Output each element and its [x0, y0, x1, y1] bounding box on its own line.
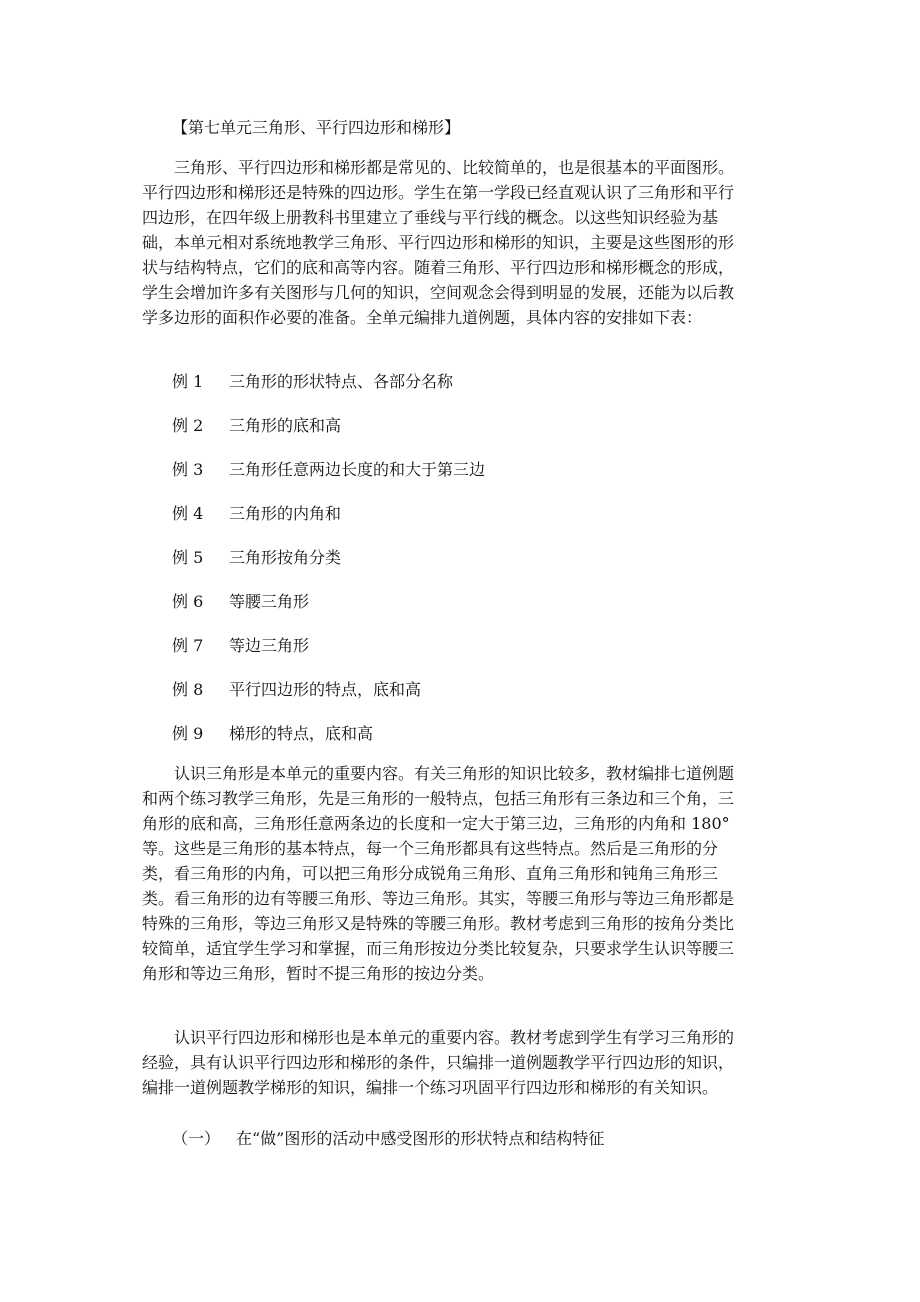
paragraph-line: 础，本单元相对系统地教学三角形、平行四边形和梯形的知识，主要是这些图形的形	[142, 233, 735, 252]
paragraph-line: 类，看三角形的内角，可以把三角形分成锐角三角形、直角三角形和钝角三角形三	[142, 864, 719, 883]
example-label: 例 6	[172, 592, 204, 611]
parallelogram-paragraph	[142, 1025, 758, 1100]
example-description: 三角形任意两边长度的和大于第三边	[229, 460, 486, 479]
example-label: 例 3	[172, 460, 204, 479]
example-label: 例 7	[172, 636, 204, 655]
unit-title: 【第七单元三角形、平行四边形和梯形】	[172, 118, 461, 137]
example-description: 梯形的特点，底和高	[229, 724, 374, 743]
example-description: 三角形的内角和	[229, 504, 342, 523]
example-label: 例 1	[172, 372, 204, 391]
paragraph-line: 特殊的三角形，等边三角形又是特殊的等腰三角形。教材考虑到三角形的按角分类比	[142, 914, 735, 933]
triangle-paragraph	[142, 761, 758, 986]
paragraph-line: 认识三角形是本单元的重要内容。有关三角形的知识比较多，教材编排七道例题	[174, 764, 735, 783]
paragraph-line: 经验，具有认识平行四边形和梯形的条件，只编排一道例题教学平行四边形的知识，	[142, 1053, 735, 1072]
paragraph-line: 学多边形的面积作必要的准备。全单元编排九道例题，具体内容的安排如下表：	[142, 308, 703, 327]
paragraph-line: 状与结构特点，它们的底和高等内容。随着三角形、平行四边形和梯形概念的形成，	[142, 258, 735, 277]
example-description: 三角形的形状特点、各部分名称	[229, 372, 454, 391]
paragraph-line: 学生会增加许多有关图形与几何的知识，空间观念会得到明显的发展，还能为以后教	[142, 283, 735, 302]
example-label: 例 8	[172, 680, 204, 699]
paragraph-line: 角形和等边三角形，暂时不提三角形的按边分类。	[142, 964, 495, 983]
paragraph-line: 等。这些是三角形的基本特点，每一个三角形都具有这些特点。然后是三角形的分	[142, 839, 719, 858]
example-label: 例 9	[172, 724, 204, 743]
example-label: 例 2	[172, 416, 204, 435]
paragraph-line: 角形的底和高，三角形任意两条边的长度和一定大于第三边，三角形的内角和 180°	[142, 814, 730, 833]
paragraph-line: 三角形、平行四边形和梯形都是常见的、比较简单的，也是很基本的平面图形。	[174, 158, 735, 177]
paragraph-line: 平行四边形和梯形还是特殊的四边形。学生在第一学段已经直观认识了三角形和平行	[142, 183, 735, 202]
paragraph-line: 认识平行四边形和梯形也是本单元的重要内容。教材考虑到学生有学习三角形的	[174, 1028, 735, 1047]
example-description: 三角形按角分类	[229, 548, 342, 567]
example-description: 平行四边形的特点，底和高	[229, 680, 422, 699]
section-number: （一）	[172, 1129, 221, 1148]
example-description: 三角形的底和高	[229, 416, 342, 435]
section-heading	[172, 1127, 604, 1151]
example-description: 等腰三角形	[229, 592, 310, 611]
paragraph-line: 较简单，适宜学生学习和掌握，而三角形按边分类比较复杂，只要求学生认识等腰三	[142, 939, 735, 958]
paragraph-line: 四边形，在四年级上册教科书里建立了垂线与平行线的概念。以这些知识经验为基	[142, 208, 719, 227]
section-title: 在“做”图形的活动中感受图形的形状特点和结构特征	[236, 1129, 605, 1148]
paragraph-line: 和两个练习教学三角形，先是三角形的一般特点，包括三角形有三条边和三个角，三	[142, 789, 735, 808]
paragraph-line: 编排一道例题教学梯形的知识，编排一个练习巩固平行四边形和梯形的有关知识。	[142, 1078, 719, 1097]
paragraph-line: 类。看三角形的边有等腰三角形、等边三角形。其实，等腰三角形与等边三角形都是	[142, 889, 735, 908]
example-label: 例 4	[172, 504, 204, 523]
example-description: 等边三角形	[229, 636, 310, 655]
intro-paragraph	[142, 155, 758, 330]
example-label: 例 5	[172, 548, 204, 567]
